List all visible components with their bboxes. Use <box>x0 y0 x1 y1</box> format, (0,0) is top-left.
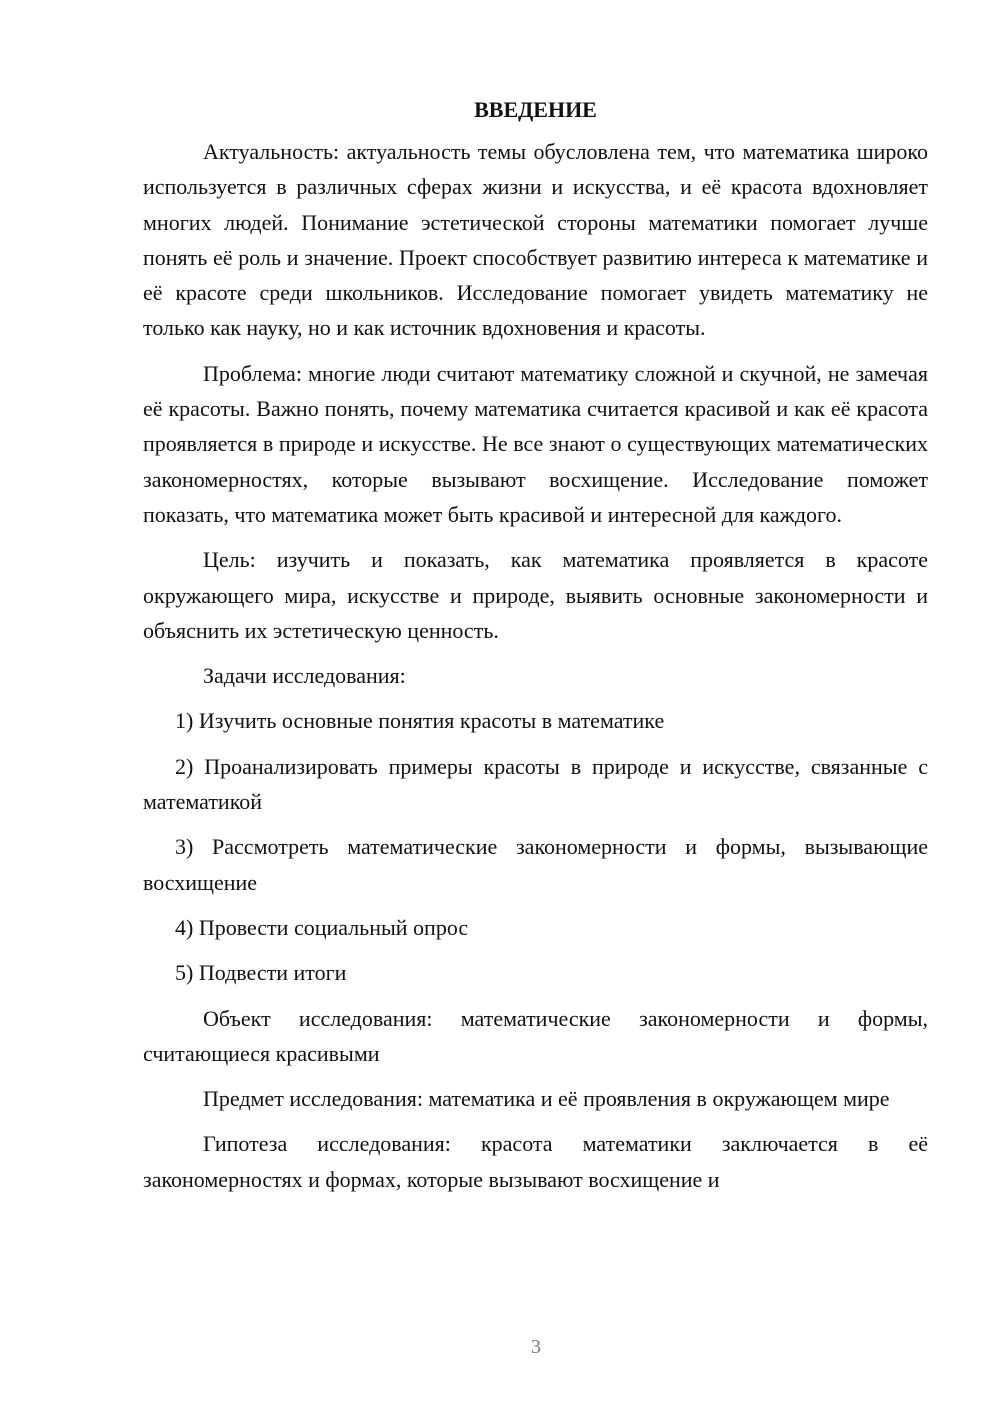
goal-paragraph: Цель: изучить и показать, как математика проявляется в красоте окружающего мира, искусстве и природе, выявить основные закономерности и объяснить их эстетическую ценность. <box>143 547 928 643</box>
task-item-2: 2) Проанализировать примеры красоты в природе и искусстве, связанные с математикой <box>143 753 928 815</box>
page-title: ВВЕДЕНИЕ <box>474 97 597 122</box>
task-item-1: 1) Изучить основные понятия красоты в математике <box>175 708 665 734</box>
task-item-5: 5) Подвести итоги <box>175 960 347 986</box>
task-item-3: 3) Рассмотреть математические закономерности и формы, вызывающие восхищение <box>143 834 928 895</box>
relevance-paragraph: Актуальность: актуальность темы обусловлена тем, что математика широко используется в различных сферах жизни и искусства, и её красота вдохновляет многих людей. Понимание эстетической стороны математики помогает лучше понять её роль и значение. Проект способствует развитию интереса к математике и её красоте среди школьников. Исследование помогает увидеть математику не только как науку, но и как источник вдохновения и красоты. <box>143 139 928 341</box>
document-page <box>143 92 928 1197</box>
tasks-heading: Задачи исследования: <box>203 663 406 689</box>
task-item-4: 4) Провести социальный опрос <box>175 914 469 940</box>
problem-paragraph: Проблема: многие люди считают математику сложной и скучной, не замечая её красоты. Важно понять, почему математика считается красивой и как её красота проявляется в природе и искусстве. Не все знают о существующих математических закономерностях, которые вызывают восхищение. Исследование поможет показать, что математика может быть красивой и интересной для каждого. <box>143 360 928 527</box>
research-object-paragraph: Объект исследования: математические закономерности и формы, считающиеся красивыми <box>143 1005 928 1066</box>
page-number: 3 <box>531 1336 541 1358</box>
hypothesis-paragraph: Гипотеза исследования: красота математики заключается в её закономерностях и формах, которые вызывают восхищение и <box>143 1131 928 1192</box>
research-subject-paragraph: Предмет исследования: математика и её проявления в окружающем мире <box>203 1086 890 1112</box>
